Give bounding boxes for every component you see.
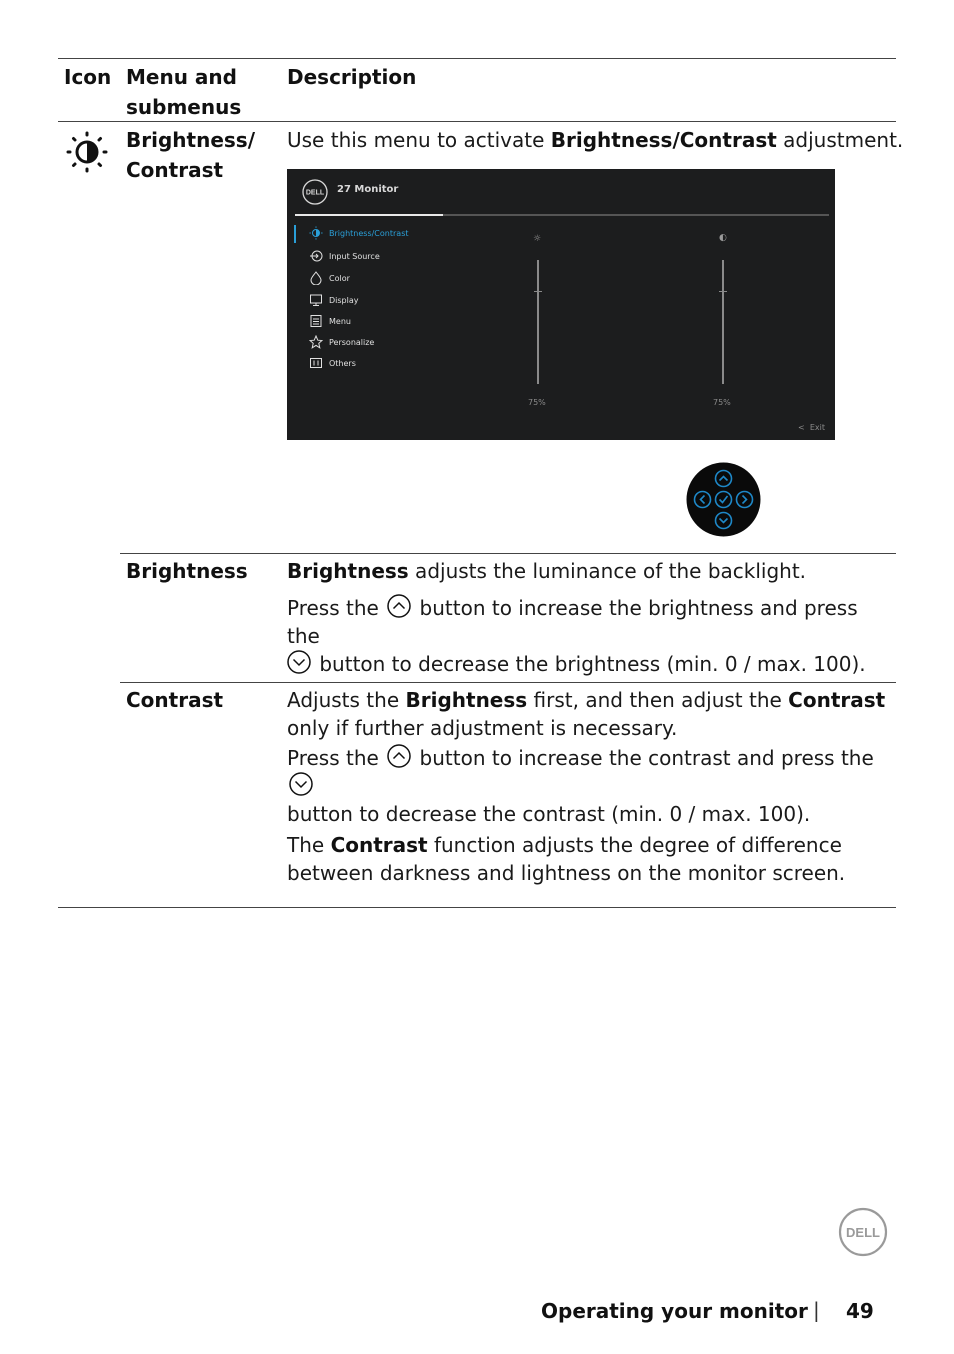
osd-screenshot xyxy=(287,169,835,440)
down-button-icon xyxy=(287,650,311,674)
osd-item-personalize[interactable]: Personalize xyxy=(309,333,374,351)
up-button-icon xyxy=(387,744,411,768)
desc-contrast: Adjusts the Brightness first, and then adjust the Contrast only if further adjustment is necessary. Press the button to increase the contrast and press the button to decrease the contrast (min. 0 / max. 100). The Contrast function adjusts the degree of difference between darkness and lightness on the monitor screen. xyxy=(287,688,886,885)
menu-contrast: Contrast xyxy=(126,688,224,712)
contrast-slider[interactable] xyxy=(722,260,724,384)
dell-logo-icon xyxy=(302,179,328,205)
up-button-icon xyxy=(387,594,411,618)
table-top-rule xyxy=(58,58,896,59)
svg-text:DELL: DELL xyxy=(305,189,325,197)
osd-exit-button[interactable]: < Exit xyxy=(798,423,825,432)
color-icon xyxy=(309,271,323,285)
contrast-slider-icon: ◐ xyxy=(719,233,727,243)
row-contrast-rule xyxy=(120,682,896,683)
footer-page-number: 49 xyxy=(846,1299,874,1323)
footer-section-title: Operating your monitor xyxy=(541,1299,808,1323)
osd-item-others[interactable]: Others xyxy=(309,354,356,372)
menu-brightness: Brightness xyxy=(126,559,248,583)
row-brightness-rule xyxy=(120,553,896,554)
dell-logo-icon xyxy=(838,1207,888,1257)
footer-separator: | xyxy=(813,1298,820,1322)
osd-divider-active xyxy=(295,214,443,216)
header-icon: Icon xyxy=(64,65,112,89)
brightness-slider[interactable] xyxy=(537,260,539,384)
header-menu: Menu and submenus xyxy=(126,65,242,119)
osd-item-menu[interactable]: Menu xyxy=(309,312,351,330)
brightness-slider-icon: ☼ xyxy=(533,234,542,244)
svg-text:DELL: DELL xyxy=(846,1225,880,1240)
menu-icon xyxy=(309,314,323,328)
osd-item-color[interactable]: Color xyxy=(309,269,350,287)
brightness-contrast-icon xyxy=(66,131,108,173)
osd-item-input-source[interactable]: Input Source xyxy=(309,247,380,265)
joystick-icon xyxy=(686,462,761,537)
osd-item-display[interactable]: Display xyxy=(309,291,359,309)
osd-selection-marker xyxy=(294,225,296,243)
brightness-value: 75% xyxy=(528,398,546,407)
input-source-icon xyxy=(309,249,323,263)
contrast-value: 75% xyxy=(713,398,731,407)
desc-brightness-contrast: Use this menu to activate Brightness/Contrast adjustment. xyxy=(287,128,904,152)
osd-item-brightness-contrast[interactable]: Brightness/Contrast xyxy=(309,224,409,242)
brightness-icon xyxy=(309,226,323,240)
brightness-slider-handle[interactable] xyxy=(534,291,542,292)
down-button-icon xyxy=(289,772,313,796)
osd-title: 27 Monitor xyxy=(337,184,399,195)
others-icon xyxy=(309,356,323,370)
header-description: Description xyxy=(287,65,417,89)
table-bottom-rule xyxy=(58,907,896,908)
chevron-left-icon: < xyxy=(798,423,805,432)
display-icon xyxy=(309,293,323,307)
desc-brightness: Brightness adjusts the luminance of the backlight. Press the button to increase the brightness and press the button to decrease the brightness (min. 0 / max. 100). xyxy=(287,559,866,676)
menu-brightness-contrast: Brightness/ Contrast xyxy=(126,128,255,182)
star-icon xyxy=(309,335,323,349)
header-bottom-rule xyxy=(58,121,896,122)
contrast-slider-handle[interactable] xyxy=(719,291,727,292)
